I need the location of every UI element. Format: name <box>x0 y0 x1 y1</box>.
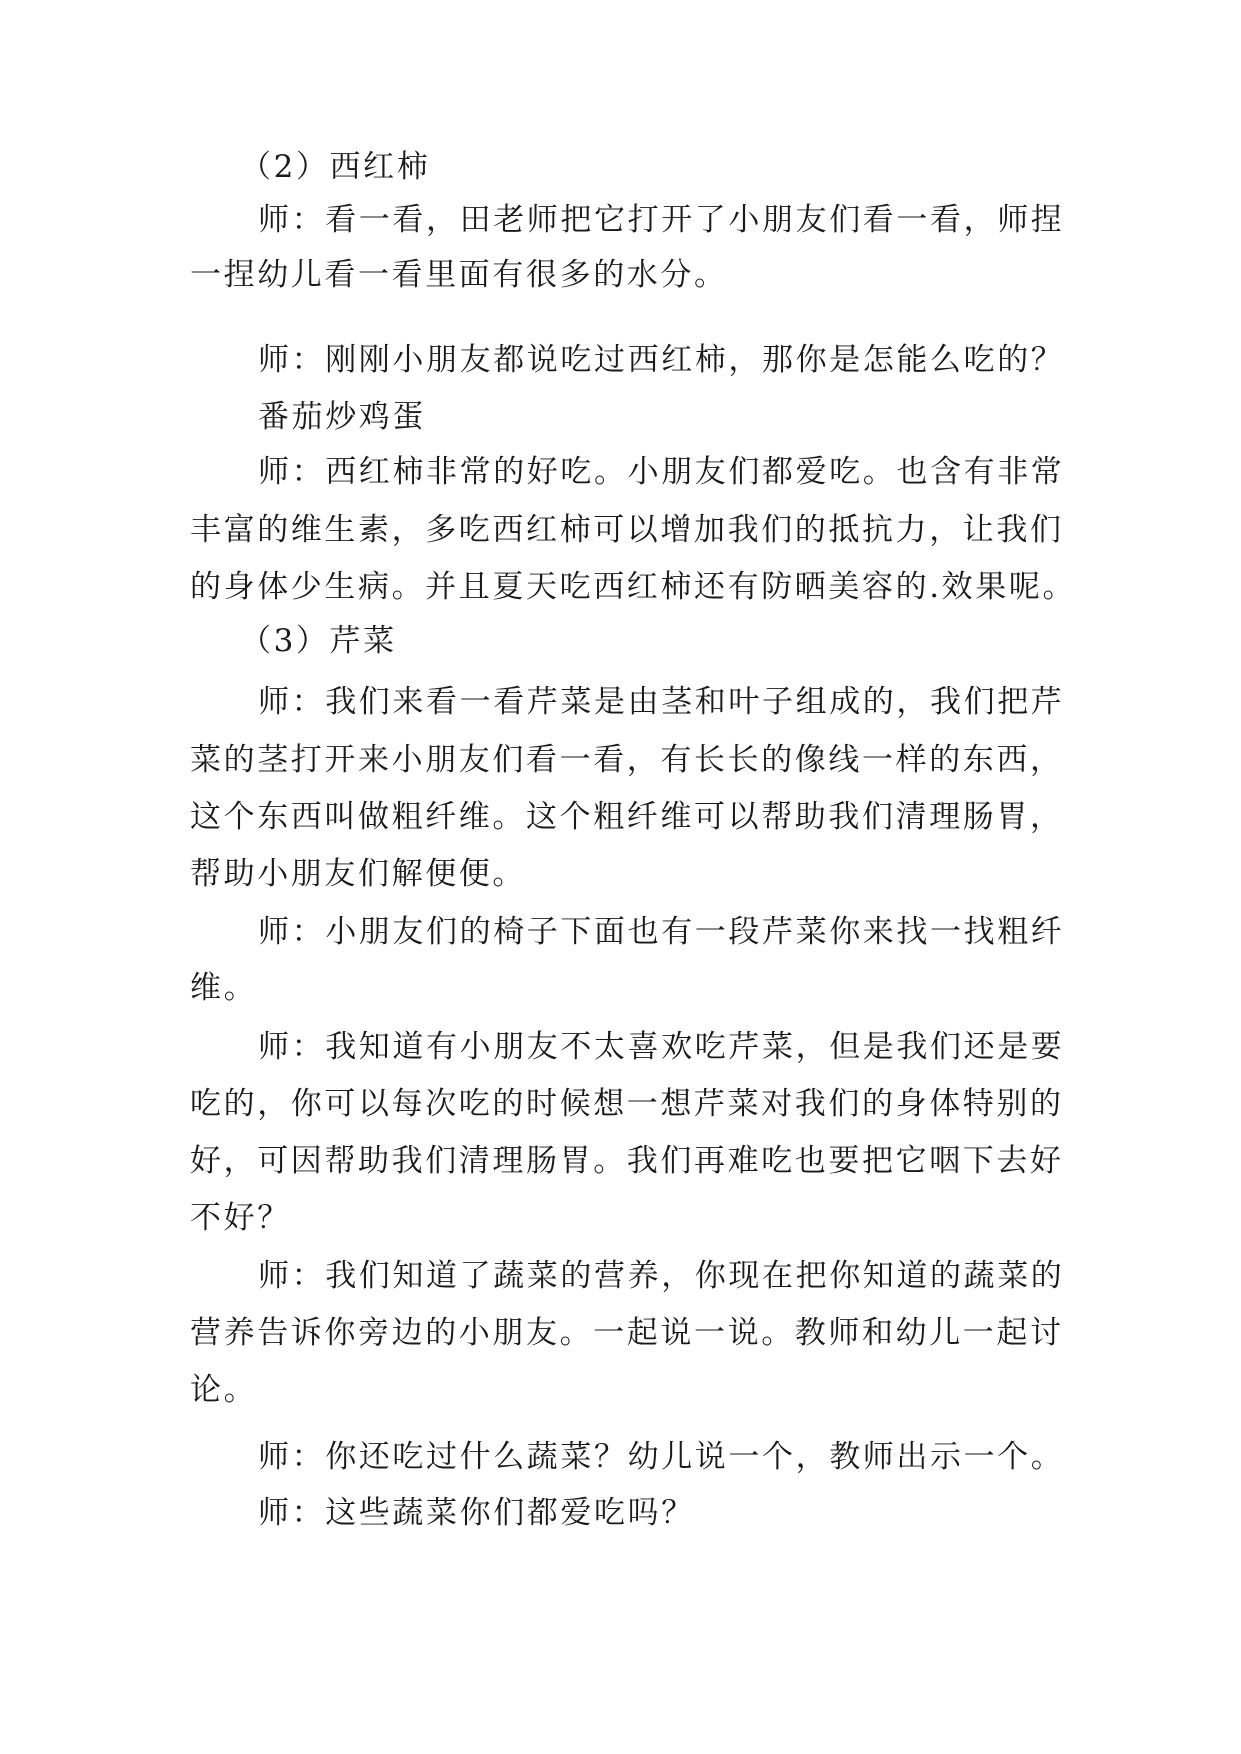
heading-tomato: （2）西红柿 <box>240 149 431 185</box>
paragraph-line: 师：我们知道了蔬菜的营养，你现在把你知道的蔬菜的 <box>258 1258 1065 1294</box>
paragraph-line: 维。 <box>190 970 258 1006</box>
paragraph-line: 师：西红柿非常的好吃。小朋友们都爱吃。也含有非常 <box>258 454 1065 490</box>
heading-celery: （3）芹菜 <box>240 623 397 659</box>
paragraph-line: 菜的茎打开来小朋友们看一看，有长长的像线一样的东西， <box>190 742 1064 778</box>
paragraph-line: 营养告诉你旁边的小朋友。一起说一说。教师和幼儿一起讨 <box>190 1315 1064 1351</box>
paragraph-line: 师：小朋友们的椅子下面也有一段芹菜你来找一找粗纤 <box>258 914 1065 950</box>
paragraph-line: 番茄炒鸡蛋 <box>258 399 426 435</box>
paragraph-line: 师：刚刚小朋友都说吃过西红柿，那你是怎能么吃的？ <box>258 342 1065 378</box>
paragraph-line: 丰富的维生素，多吃西红柿可以增加我们的抵抗力，让我们 <box>190 512 1064 548</box>
paragraph-line: 一捏幼儿看一看里面有很多的水分。 <box>190 257 728 293</box>
paragraph-line: 吃的，你可以每次吃的时候想一想芹菜对我们的身体特别的 <box>190 1086 1064 1122</box>
paragraph-line: 师：我们来看一看芹菜是由茎和叶子组成的，我们把芹 <box>258 684 1065 720</box>
paragraph-line: 论。 <box>190 1372 258 1408</box>
paragraph-line: 师：看一看，田老师把它打开了小朋友们看一看，师捏 <box>258 202 1065 238</box>
paragraph-line: 师：我知道有小朋友不太喜欢吃芹菜，但是我们还是要 <box>258 1029 1065 1065</box>
paragraph-line: 的身体少生病。并且夏天吃西红柿还有防晒美容的.效果呢。 <box>190 569 1077 605</box>
paragraph-line: 帮助小朋友们解便便。 <box>190 856 526 892</box>
paragraph-line: 不好？ <box>190 1200 291 1236</box>
paragraph-line: 好，可因帮助我们清理肠胃。我们再难吃也要把它咽下去好 <box>190 1143 1064 1179</box>
paragraph-line: 这个东西叫做粗纤维。这个粗纤维可以帮助我们清理肠胃， <box>190 799 1064 835</box>
paragraph-line: 师：这些蔬菜你们都爱吃吗？ <box>258 1495 695 1531</box>
paragraph-line: 师：你还吃过什么蔬菜？幼儿说一个，教师出示一个。 <box>258 1439 1065 1475</box>
